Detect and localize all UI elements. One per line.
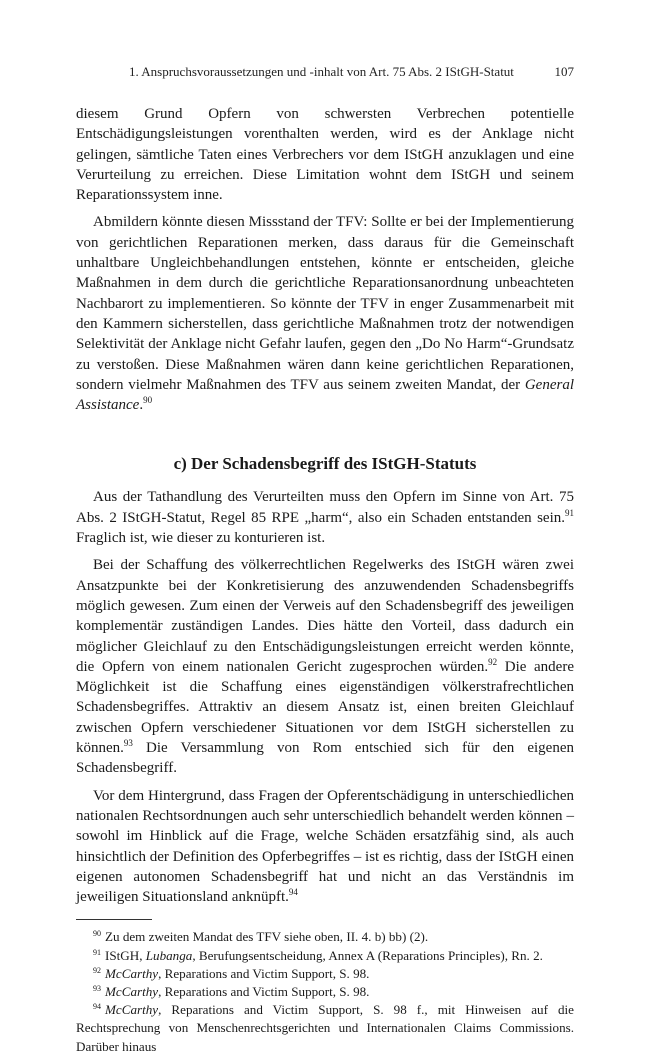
footnote-90 — [76, 928, 574, 946]
paragraph-2 — [76, 212, 574, 415]
footnote-number: 90 — [93, 929, 101, 939]
paragraph-1 — [76, 104, 574, 205]
footnote-number: 93 — [93, 984, 101, 993]
author-name: McCarthy — [105, 965, 159, 981]
footnote-text-b: , Berufungsentscheidung, Annex A (Reparations Principles), Rn. 2. — [192, 947, 543, 963]
paragraph-2-text-a: Abmildern könnte diesen Missstand der TFV: Sollte er bei der Implementierung von gerichtlichen Reparationen merken, dass daraus für die Gemeinschaft unhaltbare Ungleichbehandlungen entstehen, könnte er entscheiden, gleiche Maßnahmen in dem durch die gerichtliche Reparationsanordnung unbeachteten Nachbarort zu implementieren. So könnte der TFV in enger Zusammenarbeit mit den Kammern sicherstellen, dass gerichtliche Maßnahmen trotz der notwendigen Selektivität der Anklage nicht Gefahr laufen, gegen den „Do No Harm“-Grundsatz zu verstoßen. Diese Maßnahmen wären dann keine gerichtlichen Reparationen, sondern vielmehr Maßnahmen des TFV aus seinem zweiten Mandat, der — [76, 214, 574, 393]
footnote-text: , Reparations and Victim Support, S. 98. — [158, 965, 370, 981]
paragraph-1-text: diesem Grund Opfern von schwersten Verbrechen potentielle Entschädigungsleistungen vorenthalten werden, wird es der Anklage nicht gelingen, sämtliche Taten eines Verbrechers vor dem IStGH anzuklagen und eine Verurteilung zu erreichen. Diese Limitation wohnt dem IStGH und seinem Reparationssystem inne. — [76, 106, 574, 204]
paragraph-4-text-b: Die andere Möglichkeit ist die Schaffung eines eigenständigen völkerstrafrechtlichen Schadensbegriffes. Attraktiv an diesem Ansatz ist, einen breiten Gleichlauf zwischen Opfern verschiedener Situationen vor dem IStGH sicherstellen zu können. — [76, 658, 574, 757]
paragraph-3-text-a: Aus der Tathandlung des Verurteilten muss den Opfern im Sinne von Art. 75 Abs. 2 IStGH-Statut, Regel 85 RPE „harm“, also ein Schaden entstanden sein. — [76, 489, 574, 526]
paragraph-4-text-c: Die Versammlung von Rom entschied sich für den eigenen Schadensbegriff. — [76, 740, 574, 777]
footnote-ref-92[interactable]: 92 — [488, 656, 498, 667]
case-name: Lubanga — [145, 947, 193, 963]
footnote-ref-94[interactable]: 94 — [288, 887, 298, 898]
paragraph-5 — [76, 786, 574, 908]
footnote-divider — [76, 919, 152, 920]
footnote-text-a: IStGH, — [105, 947, 146, 963]
footnote-text: , Reparations and Victim Support, S. 98 f., mit Hinweisen auf die Rechtsprechung von Menschenrechtsgerichten und Internationalen Claims Commissions. Darüber hinaus — [76, 1002, 574, 1054]
paragraph-4 — [76, 555, 574, 778]
section-heading: c) Der Schadensbegriff des IStGH-Statuts — [173, 454, 477, 474]
footnote-91 — [76, 947, 574, 965]
paragraph-3 — [76, 487, 574, 548]
footnote-ref-90[interactable]: 90 — [143, 395, 153, 406]
main-text — [76, 104, 574, 1056]
footnote-text: Zu dem zweiten Mandat des TFV siehe oben, II. 4. b) bb) (2). — [105, 929, 429, 945]
footnote-number: 91 — [93, 947, 101, 957]
footnote-number: 94 — [93, 1002, 101, 1012]
footnote-ref-91[interactable]: 91 — [565, 507, 574, 518]
footnote-94 — [76, 1001, 574, 1056]
footnote-number: 92 — [93, 965, 101, 975]
footnote-text: , Reparations and Victim Support, S. 98. — [158, 984, 370, 999]
footnote-93 — [76, 983, 574, 1001]
author-name: McCarthy — [105, 984, 159, 999]
paragraph-2-text-b: . — [139, 397, 144, 414]
paragraph-3-text-b: Fraglich ist, wie dieser zu konturieren ist. — [76, 530, 326, 547]
paragraph-4-text-a: Bei der Schaffung des völkerrechtlichen Regelwerks des IStGH wären zwei Ansatzpunkte bei der Konkretisierung des anzuwendenden Schadensbegriffs möglich gewesen. Zum einen der Verweis auf den Schadensbegriff des jeweiligen komplementär zuständigen Landes. Dies hätte den Vorteil, dass dadurch ein möglicher Gleichlauf zu den Entschädigungsleistungen erreicht werden könnte, die Opfern von einem nationalen Gericht zugesprochen würden. — [76, 557, 574, 675]
footnote-ref-93[interactable]: 93 — [123, 738, 133, 749]
footnote-92 — [76, 965, 574, 983]
page-number: 107 — [554, 64, 574, 79]
running-title: 1. Anspruchsvoraussetzungen und -inhalt von Art. 75 Abs. 2 IStGH-Statut — [129, 64, 514, 79]
author-name: McCarthy — [105, 1002, 159, 1018]
paragraph-5-text: Vor dem Hintergrund, dass Fragen der Opferentschädigung in unterschiedlichen nationalen Rechtsordnungen auch sehr unterschiedlich behandelt werden können – sowohl im Hinblick auf die Frage, welche Schäden ersatzfähig sind, als auch hinsichtlich der Definition des Opferbegriffes – ist es richtig, dass der IStGH einen eigenen autonomen Schadensbegriff hat und nicht an das Verständnis im jeweiligen Situationsland anknüpft. — [76, 787, 574, 906]
general-assistance-term: General Assistance — [76, 376, 574, 414]
